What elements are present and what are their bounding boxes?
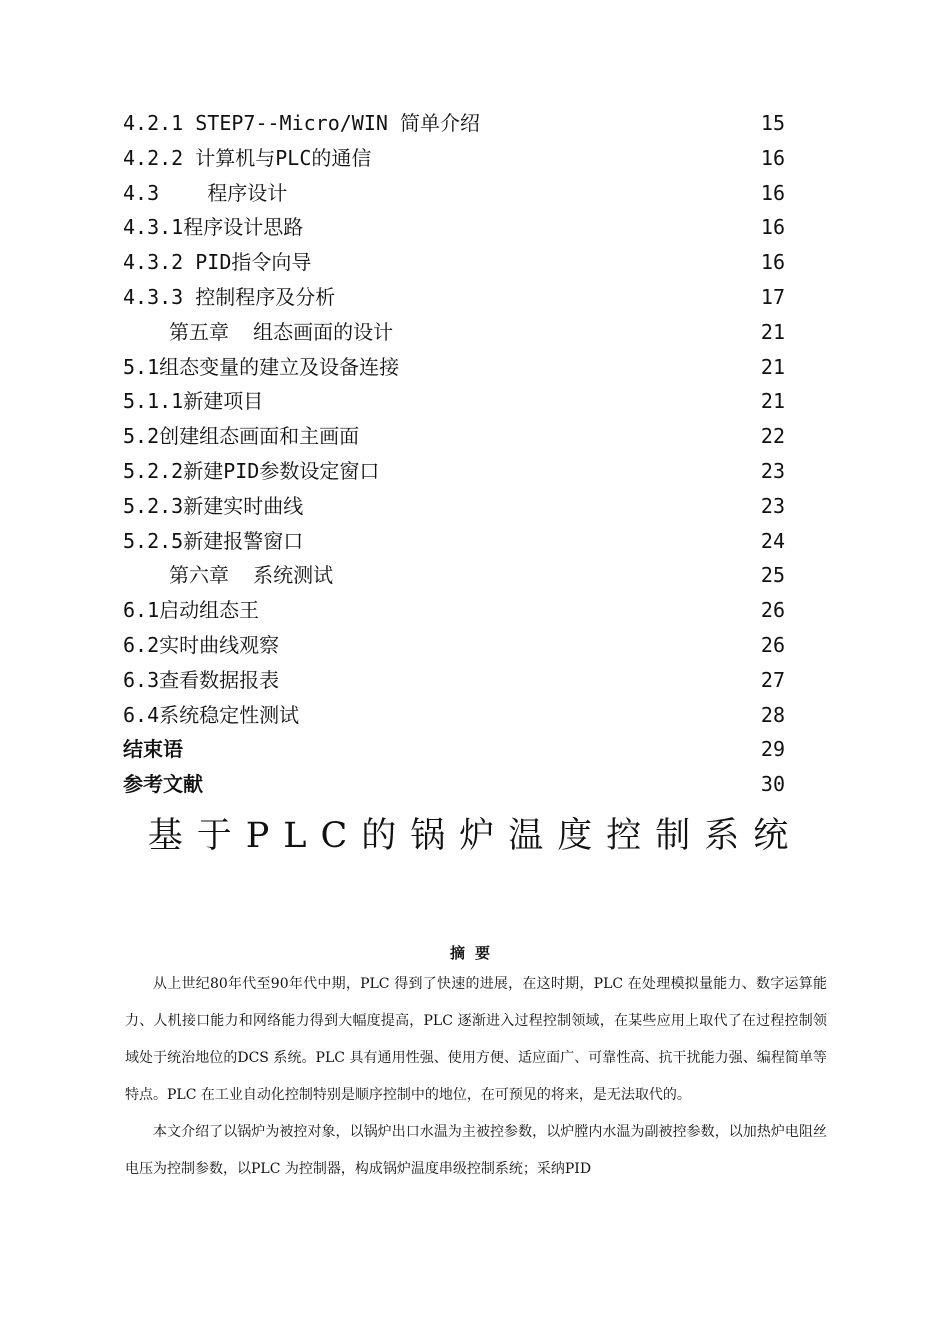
toc-entry-page: 30 [760, 772, 785, 797]
toc-entry-label: 6.4系统稳定性测试 [123, 702, 300, 727]
toc-entry-page: 16 [760, 145, 785, 170]
toc-entry-page: 21 [760, 319, 785, 344]
toc-entry [123, 419, 793, 454]
toc-entry-page: 17 [760, 284, 785, 309]
toc-entry [123, 384, 793, 419]
toc-entry-page: 16 [760, 250, 785, 275]
toc-entry-page: 29 [760, 737, 785, 762]
toc-entry [123, 593, 793, 628]
toc-entry-label: 4.3.2 PID指令向导 [123, 250, 312, 275]
toc-entry [123, 176, 793, 211]
toc-entry-label: 结束语 [123, 737, 183, 762]
abstract-paragraph: 本文介绍了以锅炉为被控对象，以锅炉出口水温为主被控参数，以炉膛内水温为副被控参数，以加热炉电阻丝电压为控制参数，以PLC 为控制器，构成锅炉温度串级控制系统；采纳PID [125, 1124, 827, 1177]
toc-entry [123, 628, 793, 663]
toc-chapter-entry [123, 315, 793, 350]
toc-entry [123, 698, 793, 733]
toc-entry-page: 28 [760, 702, 785, 727]
toc-entry-page: 21 [760, 354, 785, 379]
toc-chapter-entry [123, 558, 793, 593]
toc-entry-label: 5.1组态变量的建立及设备连接 [123, 354, 400, 379]
toc-entry-page: 16 [760, 180, 785, 205]
toc-entry-page: 23 [760, 493, 785, 518]
toc-entry [123, 210, 793, 245]
abstract-body [125, 966, 827, 1188]
toc-entry-label: 4.3.3 控制程序及分析 [123, 284, 336, 309]
toc-entry-label: 6.2实时曲线观察 [123, 632, 280, 657]
toc-entry-page: 21 [760, 389, 785, 414]
toc-entry-label: 4.2.1 STEP7--Micro/WIN 简单介绍 [123, 111, 480, 135]
toc-entry-page: 16 [760, 215, 785, 240]
toc-entry [123, 141, 793, 176]
toc-entry-page: 26 [760, 632, 785, 657]
toc-entry-label: 5.2创建组态画面和主画面 [123, 424, 360, 449]
toc-entry-page: 15 [760, 111, 785, 135]
toc-entry-page: 25 [760, 563, 785, 588]
toc-entry [123, 106, 793, 141]
toc-entry-label: 5.2.3新建实时曲线 [123, 493, 304, 518]
toc-entry [123, 489, 793, 524]
toc-entry-label: 5.2.5新建报警窗口 [123, 528, 304, 553]
toc-entry [123, 245, 793, 280]
abstract-paragraph: 从上世纪80年代至90年代中期，PLC 得到了快速的进展，在这时期，PLC 在处理模拟量能力、数字运算能力、人机接口能力和网络能力得到大幅度提高，PLC 逐渐进入过程控制领域，在某些应用上取代了在过程控制领域处于统治地位的DCS 系统。PLC 具有通用性强、使用方便、适应面广、可靠性高、抗干扰能力强、编程简单等特点。PLC 在工业自动化控制特别是顺序控制中的地位，在可预见的将来，是无法取代的。 [125, 976, 827, 1103]
table-of-contents [123, 106, 793, 802]
toc-entry-label: 第六章 系统测试 [169, 563, 334, 588]
toc-entry-page: 23 [760, 458, 785, 483]
toc-entry-label: 6.3查看数据报表 [123, 667, 280, 692]
toc-conclusion-entry [123, 732, 793, 767]
toc-entry-label: 6.1启动组态王 [123, 598, 260, 623]
toc-entry-label: 4.3 程序设计 [123, 180, 288, 205]
toc-entry-label: 第五章 组态画面的设计 [169, 319, 394, 344]
toc-entry-label: 5.1.1新建项目 [123, 389, 264, 414]
toc-references-entry [123, 767, 793, 802]
toc-entry-page: 26 [760, 598, 785, 623]
document-title: 基于PLC的锅炉温度控制系统 [147, 816, 803, 856]
toc-entry-label: 参考文献 [123, 772, 203, 797]
toc-entry [123, 524, 793, 559]
toc-entry [123, 350, 793, 385]
toc-entry-page: 27 [760, 667, 785, 692]
toc-entry [123, 663, 793, 698]
abstract-heading: 摘要 [449, 944, 500, 962]
toc-entry [123, 280, 793, 315]
toc-entry-label: 4.3.1程序设计思路 [123, 215, 304, 240]
toc-entry [123, 454, 793, 489]
toc-entry-page: 22 [760, 424, 785, 449]
toc-entry-label: 5.2.2新建PID参数设定窗口 [123, 458, 380, 483]
toc-entry-label: 4.2.2 计算机与PLC的通信 [123, 145, 372, 170]
toc-entry-page: 24 [760, 528, 785, 553]
